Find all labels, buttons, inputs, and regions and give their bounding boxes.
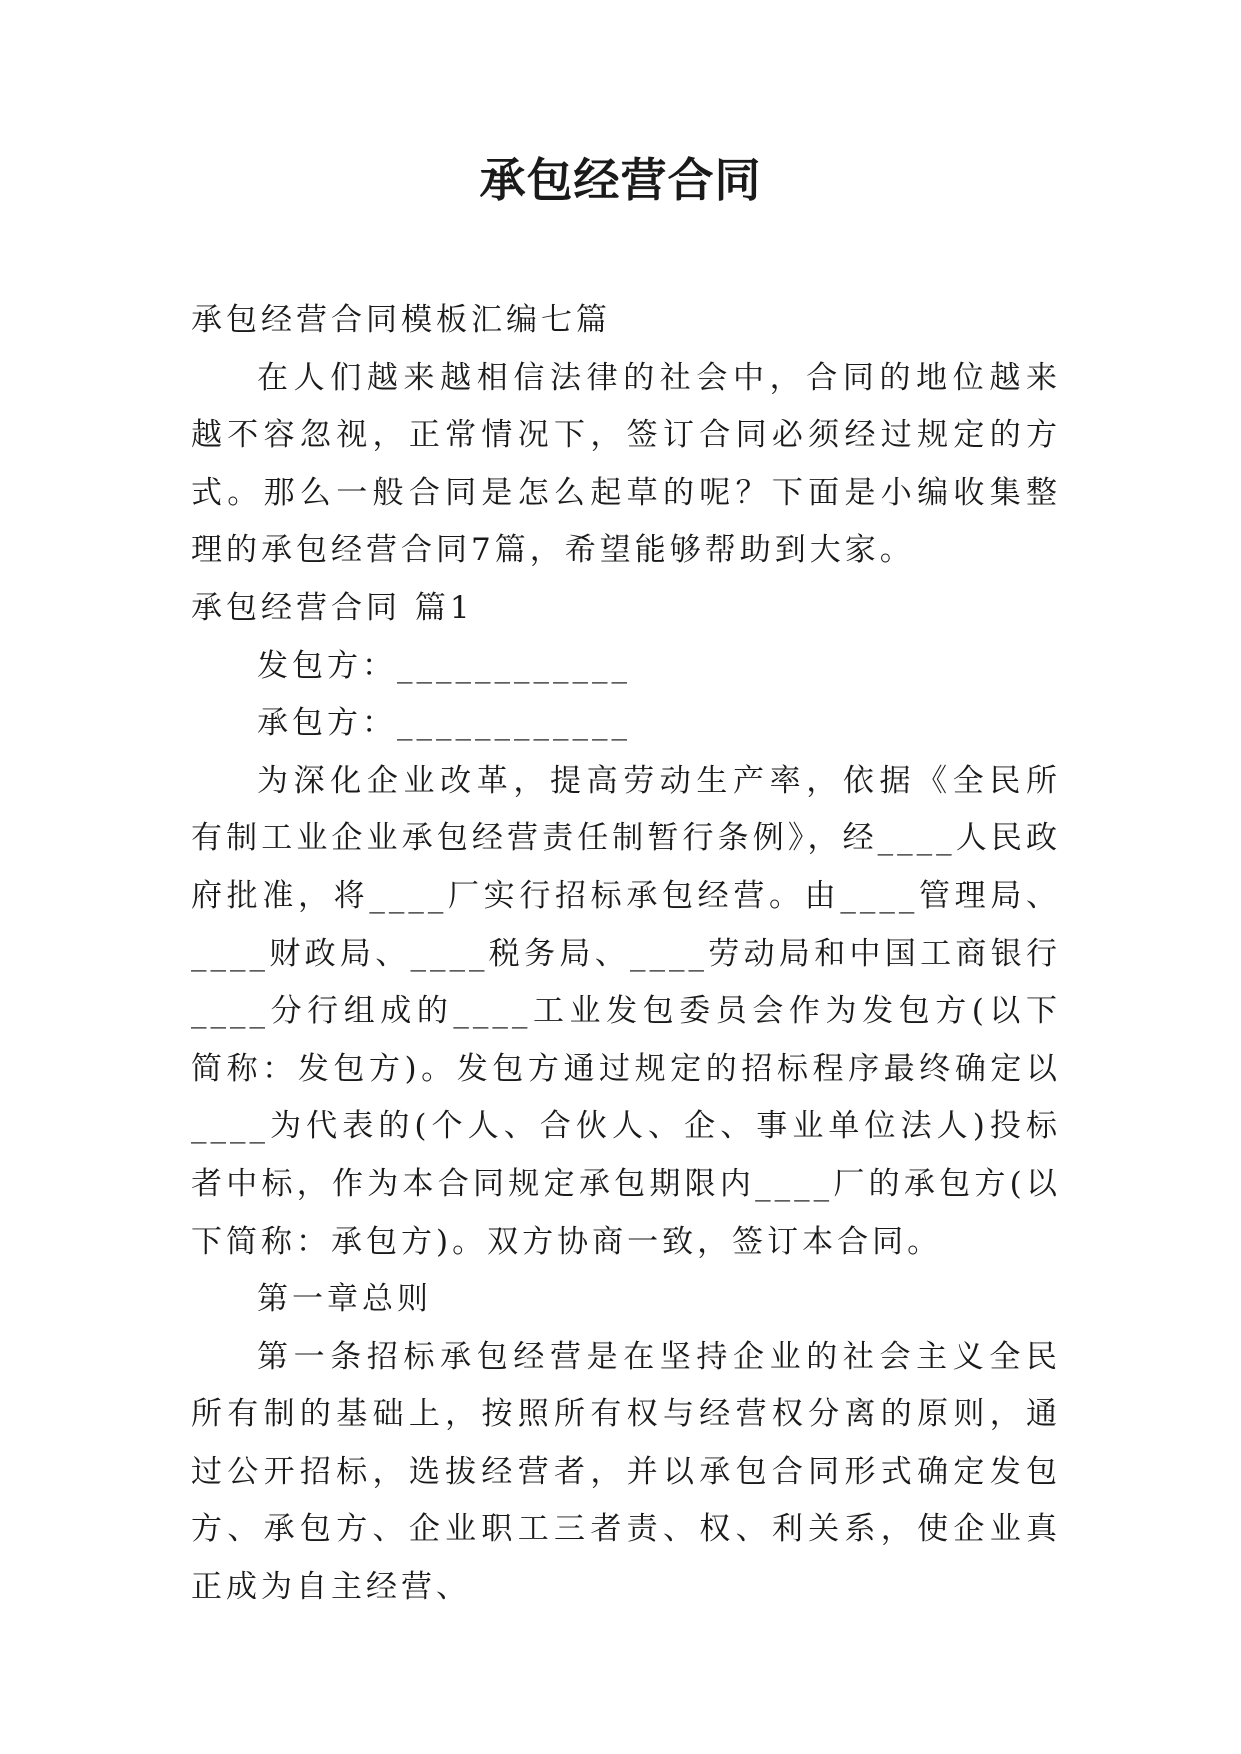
contractor-party-line: 承包方：____________ bbox=[257, 705, 631, 742]
document-title: 承包经营合同 bbox=[479, 153, 762, 207]
chapter-heading: 第一章总则 bbox=[257, 1281, 432, 1318]
document-body bbox=[191, 292, 1061, 1617]
intro-paragraph: 在人们越来越相信法律的社会中，合同的地位越来越不容忽视，正常情况下，签订合同必须经过规定的方式。那么一般合同是怎么起草的呢？下面是小编收集整理的承包经营合同7篇，希望能够帮助到大家。 bbox=[191, 359, 1061, 569]
article-paragraph: 第一条招标承包经营是在坚持企业的社会主义全民所有制的基础上，按照所有权与经营权分离的原则，通过公开招标，选拔经营者，并以承包合同形式确定发包方、承包方、企业职工三者责、权、利关系，使企业真正成为自主经营、 bbox=[191, 1338, 1061, 1606]
employer-party-line: 发包方：____________ bbox=[257, 647, 631, 684]
document-subtitle: 承包经营合同模板汇编七篇 bbox=[191, 302, 611, 338]
preamble-paragraph: 为深化企业改革，提高劳动生产率，依据《全民所有制工业企业承包经营责任制暂行条例》，经____人民政府批准，将____厂实行招标承包经营。由____管理局、____财政局、____税务局、____劳动局和中国工商银行____分行组成的____工业发包委员会作为发包方(以下简称：发包方)。发包方通过规定的招标程序最终确定以____为代表的(个人、合伙人、企、事业单位法人)投标者中标，作为本合同规定承包期限内____厂的承包方(以下简称：承包方)。双方协商一致，签订本合同。 bbox=[191, 762, 1061, 1260]
section-heading-part-1: 承包经营合同 篇1 bbox=[191, 589, 474, 626]
